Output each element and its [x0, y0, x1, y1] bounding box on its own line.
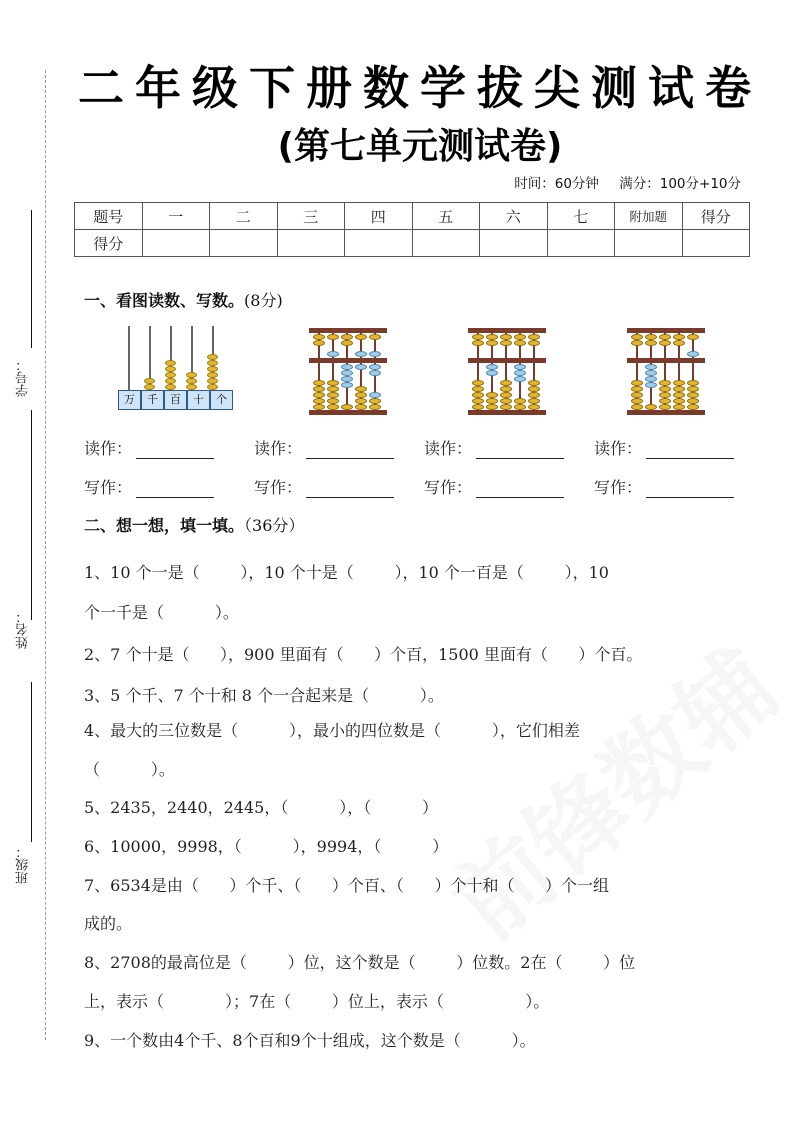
bead [673, 404, 685, 410]
place-bai: 百 [164, 390, 187, 410]
section-2-points: （36分） [244, 516, 305, 535]
name-label: 姓名： [16, 610, 31, 649]
counting-frame-figure [118, 326, 228, 408]
read-item-2 [254, 436, 424, 459]
question-8-cont: 上，表示（ ）；7在（ ）位上，表示（ ）。 [84, 992, 550, 1011]
question-4: 4、最大的三位数是（ ），最小的四位数是（ ），它们相差 [84, 721, 580, 740]
bead [207, 378, 218, 384]
bead [207, 372, 218, 378]
question-4-cont: （ ）。 [84, 760, 175, 779]
question-7: 7、6534是由（ ）个千、（ ）个百、（ ）个十和（ ）个一组 [84, 876, 609, 895]
bead [645, 340, 657, 346]
bead [631, 340, 643, 346]
question-1: 1、10 个一是（ ），10 个十是（ ），10 个一百是（ ），10 [84, 563, 609, 582]
read-item-1 [84, 436, 254, 459]
page-title: 二年级下册数学拔尖测试卷 [78, 61, 762, 115]
bead [472, 404, 484, 410]
abacus-figure-2 [468, 328, 546, 416]
bead [659, 340, 671, 346]
bead [165, 378, 176, 384]
bead [355, 404, 367, 410]
place-qian: 千 [141, 390, 164, 410]
score-table-header-row [75, 203, 750, 230]
bead [207, 354, 218, 360]
bead [687, 351, 699, 357]
bead [673, 340, 685, 346]
read-label: 读作： [594, 439, 643, 458]
place-wan: 万 [118, 390, 141, 410]
student-id-line-top [31, 210, 32, 348]
header-cell: 题号 [75, 203, 143, 230]
score-cell[interactable] [412, 230, 480, 257]
section-1-points: (8分) [244, 291, 283, 310]
bead [472, 340, 484, 346]
bead [528, 404, 540, 410]
question-2: 2、7 个十是（ ），900 里面有（ ）个百，1500 里面有（ ）个百。 [84, 645, 643, 664]
header-cell: 附加题 [615, 203, 683, 230]
bead [144, 378, 155, 384]
header-cell: 一 [142, 203, 210, 230]
bead [486, 404, 498, 410]
score-cell[interactable] [682, 230, 750, 257]
bead [355, 334, 367, 340]
bead [687, 404, 699, 410]
score-table-score-row [75, 230, 750, 257]
bead [514, 376, 526, 382]
question-9: 9、一个数由4个千、8个百和9个十组成，这个数是（ ）。 [84, 1031, 536, 1050]
write-answer-line[interactable] [476, 481, 564, 498]
bead [486, 370, 498, 376]
write-answer-line[interactable] [646, 481, 734, 498]
read-item-4 [594, 436, 764, 459]
score-cell[interactable] [210, 230, 278, 257]
bead [500, 340, 512, 346]
place-ge: 个 [210, 390, 233, 410]
score-cell[interactable] [345, 230, 413, 257]
bead [500, 404, 512, 410]
header-cell: 二 [210, 203, 278, 230]
bead [165, 366, 176, 372]
abacus-figure-1 [309, 328, 387, 416]
write-item-1 [84, 475, 254, 498]
bead [341, 404, 353, 410]
header-cell: 三 [277, 203, 345, 230]
bead [687, 334, 699, 340]
header-cell: 七 [547, 203, 615, 230]
write-label: 写作： [594, 478, 643, 497]
score-row-label: 得分 [75, 230, 143, 257]
read-label: 读作： [424, 439, 473, 458]
bead [631, 404, 643, 410]
bead [645, 382, 657, 388]
bead [327, 404, 339, 410]
header-cell: 得分 [682, 203, 750, 230]
write-label: 写作： [424, 478, 473, 497]
score-cell[interactable] [277, 230, 345, 257]
bead [369, 351, 381, 357]
question-7-cont: 成的。 [84, 914, 133, 933]
question-6: 6、10000，9998，（ ），9994，（ ） [84, 837, 449, 856]
bead [486, 340, 498, 346]
write-item-4 [594, 475, 764, 498]
score-cell[interactable] [142, 230, 210, 257]
write-item-2 [254, 475, 424, 498]
write-item-3 [424, 475, 594, 498]
read-answer-line[interactable] [646, 442, 734, 459]
binding-dashed-line [45, 70, 46, 1040]
bead [165, 372, 176, 378]
question-1-cont: 个一千是（ ）。 [84, 603, 239, 622]
read-label: 读作： [254, 439, 303, 458]
exam-full-score: 满分：100分+10分 [619, 176, 741, 192]
bead [207, 366, 218, 372]
bead [165, 360, 176, 366]
class-label: 班级： [16, 845, 31, 884]
bead [327, 351, 339, 357]
place-value-labels [118, 390, 233, 410]
bead [327, 334, 339, 340]
read-row [84, 436, 764, 459]
score-cell[interactable] [480, 230, 548, 257]
read-answer-line[interactable] [136, 442, 214, 459]
exam-time: 时间：60分钟 [514, 176, 599, 192]
score-cell[interactable] [547, 230, 615, 257]
bead [186, 378, 197, 384]
bead [514, 404, 526, 410]
bead [186, 372, 197, 378]
bead [341, 382, 353, 388]
write-label: 写作： [84, 478, 133, 497]
write-label: 写作： [254, 478, 303, 497]
header-cell: 五 [412, 203, 480, 230]
abacus-figure-3 [627, 328, 705, 416]
header-cell: 六 [480, 203, 548, 230]
bead [313, 340, 325, 346]
section-1-heading [84, 288, 283, 311]
bead [355, 351, 367, 357]
bead [514, 340, 526, 346]
write-answer-line[interactable] [136, 481, 214, 498]
score-cell[interactable] [615, 230, 683, 257]
question-3: 3、5 个千、7 个十和 8 个一合起来是（ ）。 [84, 686, 444, 705]
place-shi: 十 [187, 390, 210, 410]
section-2-title: 二、想一想，填一填。 [84, 516, 245, 535]
bead [355, 364, 367, 370]
bead [207, 360, 218, 366]
student-id-name-line[interactable] [31, 410, 32, 620]
read-item-3 [424, 436, 594, 459]
exam-meta [514, 172, 741, 192]
section-1-title: 一、看图读数、写数。 [84, 291, 245, 310]
page-subtitle: (第七单元测试卷) [277, 126, 563, 167]
student-id-label: 学号： [16, 358, 31, 397]
score-table [74, 202, 750, 257]
bead [341, 340, 353, 346]
bead [645, 404, 657, 410]
header-cell: 四 [345, 203, 413, 230]
read-answer-line[interactable] [476, 442, 564, 459]
name-class-line[interactable] [31, 682, 32, 842]
question-5: 5、2435，2440，2445，（ ），（ ） [84, 798, 439, 817]
read-label: 读作： [84, 439, 133, 458]
bead [659, 404, 671, 410]
bead [369, 404, 381, 410]
write-answer-line[interactable] [306, 481, 394, 498]
bead [528, 340, 540, 346]
bead [369, 370, 381, 376]
write-row [84, 475, 764, 498]
bead [313, 404, 325, 410]
section-2-heading [84, 513, 304, 536]
question-8: 8、2708的最高位是（ ）位，这个数是（ ）位数。2在（ ）位 [84, 953, 636, 972]
rod-wan [128, 326, 130, 390]
read-answer-line[interactable] [306, 442, 394, 459]
bead [369, 334, 381, 340]
